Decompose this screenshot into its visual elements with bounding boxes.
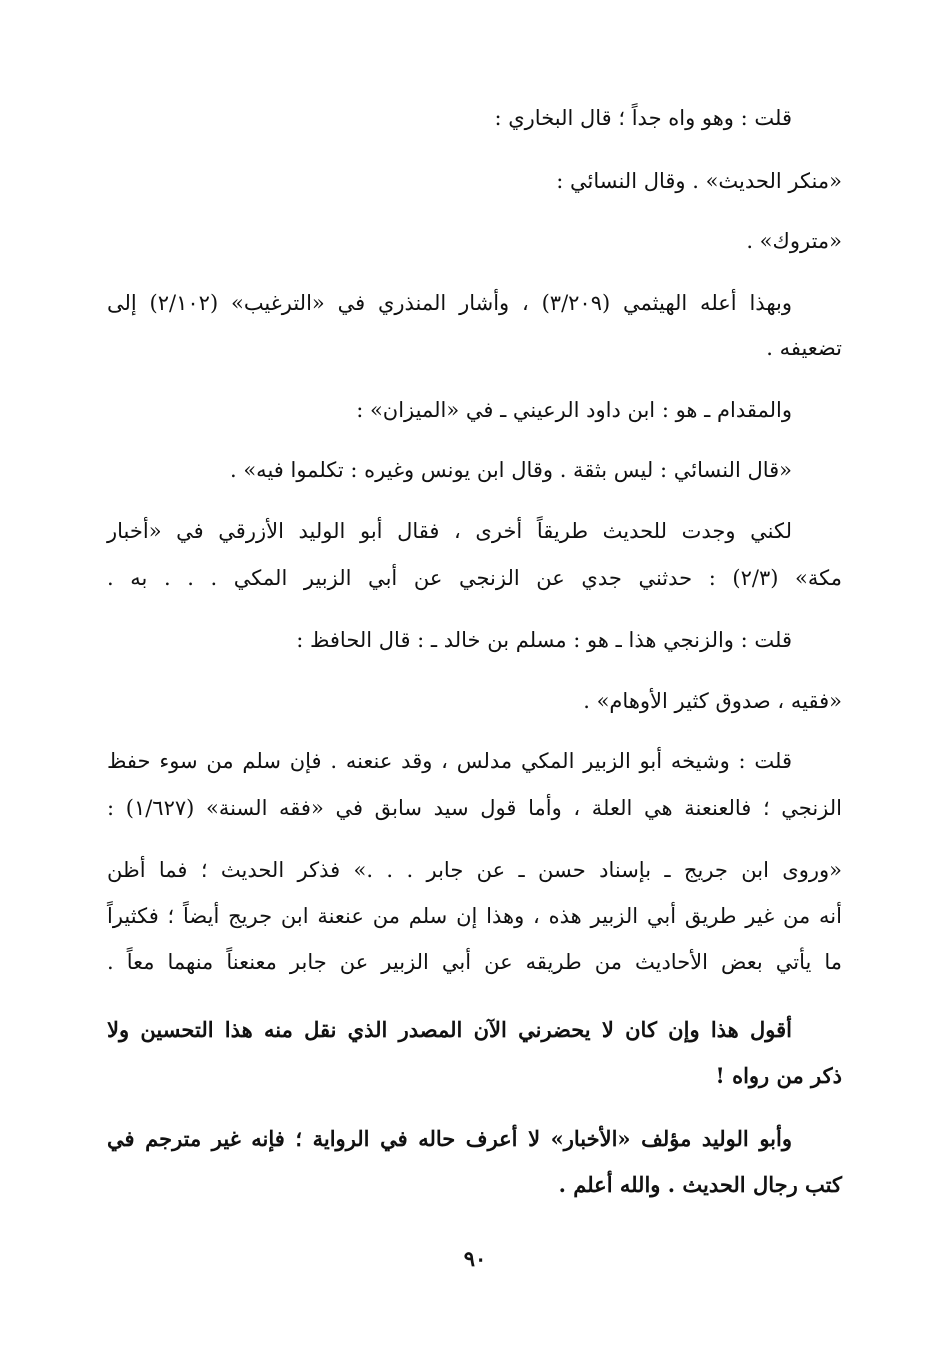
- text-line: «فقيه ، صدوق كثير الأوهام» .: [583, 689, 842, 713]
- page-number: ٩٠: [463, 1246, 487, 1271]
- text-line: «قال النسائي : ليس بثقة . وقال ابن يونس وغيره : تكلموا فيه» .: [229, 458, 792, 482]
- text-line: والمقدام ـ هو : ابن داود الرعيني ـ في «الميزان» :: [356, 398, 792, 422]
- text-line: أقول هذا وإن كان لا يحضرني الآن المصدر الذي نقل منه هذا التحسين ولا: [107, 1017, 792, 1042]
- text-line: أنه من غير طريق أبي الزبير هذه ، وهذا إن سلم من عنعنة ابن جريج أيضاً ؛ فكثيراً: [107, 904, 842, 928]
- text-line: قلت : وشيخه أبو الزبير المكي مدلس ، وقد عنعنه . فإن سلم من سوء حفظ: [107, 749, 792, 773]
- text-line: ما يأتي بعض الأحاديث من طريقه عن أبي الزبير عن جابر معنعناً منهما معاً .: [107, 950, 842, 974]
- text-line: قلت : والزنجي هذا ـ هو : مسلم بن خالد ـ : قال الحافظ :: [296, 628, 792, 652]
- text-line: وبهذا أعله الهيثمي (٣/٢٠٩) ، وأشار المنذري في «الترغيب» (٢/١٠٢) إلى: [107, 291, 792, 315]
- text-line: وأبو الوليد مؤلف «الأخبار» لا أعرف حاله في الرواية ؛ فإنه غير مترجم في: [107, 1126, 792, 1151]
- text-line: تضعيفه .: [766, 336, 842, 360]
- text-line: مكة» (٢/٣) : حدثني جدي عن الزنجي عن أبي الزبير المكي . . . به .: [107, 566, 842, 590]
- text-line: «منكر الحديث» . وقال النسائي :: [556, 169, 842, 193]
- text-line: ذكر من رواه !: [715, 1063, 842, 1088]
- text-line: «متروك» .: [746, 229, 842, 253]
- text-line: «وروى ابن جريج ـ بإسناد حسن ـ عن جابر . . .» فذكر الحديث ؛ فما أظن: [107, 858, 842, 882]
- text-line: الزنجي ؛ فالعنعنة هي العلة ، وأما قول سيد سابق في «فقه السنة» (١/٦٢٧) :: [107, 796, 842, 820]
- text-line: لكني وجدت للحديث طريقاً أخرى ، فقال أبو الوليد الأزرقي في «أخبار: [107, 519, 792, 543]
- text-line: كتب رجال الحديث . والله أعلم .: [558, 1172, 842, 1197]
- text-line: قلت : وهو واه جداً ؛ قال البخاري :: [494, 106, 792, 130]
